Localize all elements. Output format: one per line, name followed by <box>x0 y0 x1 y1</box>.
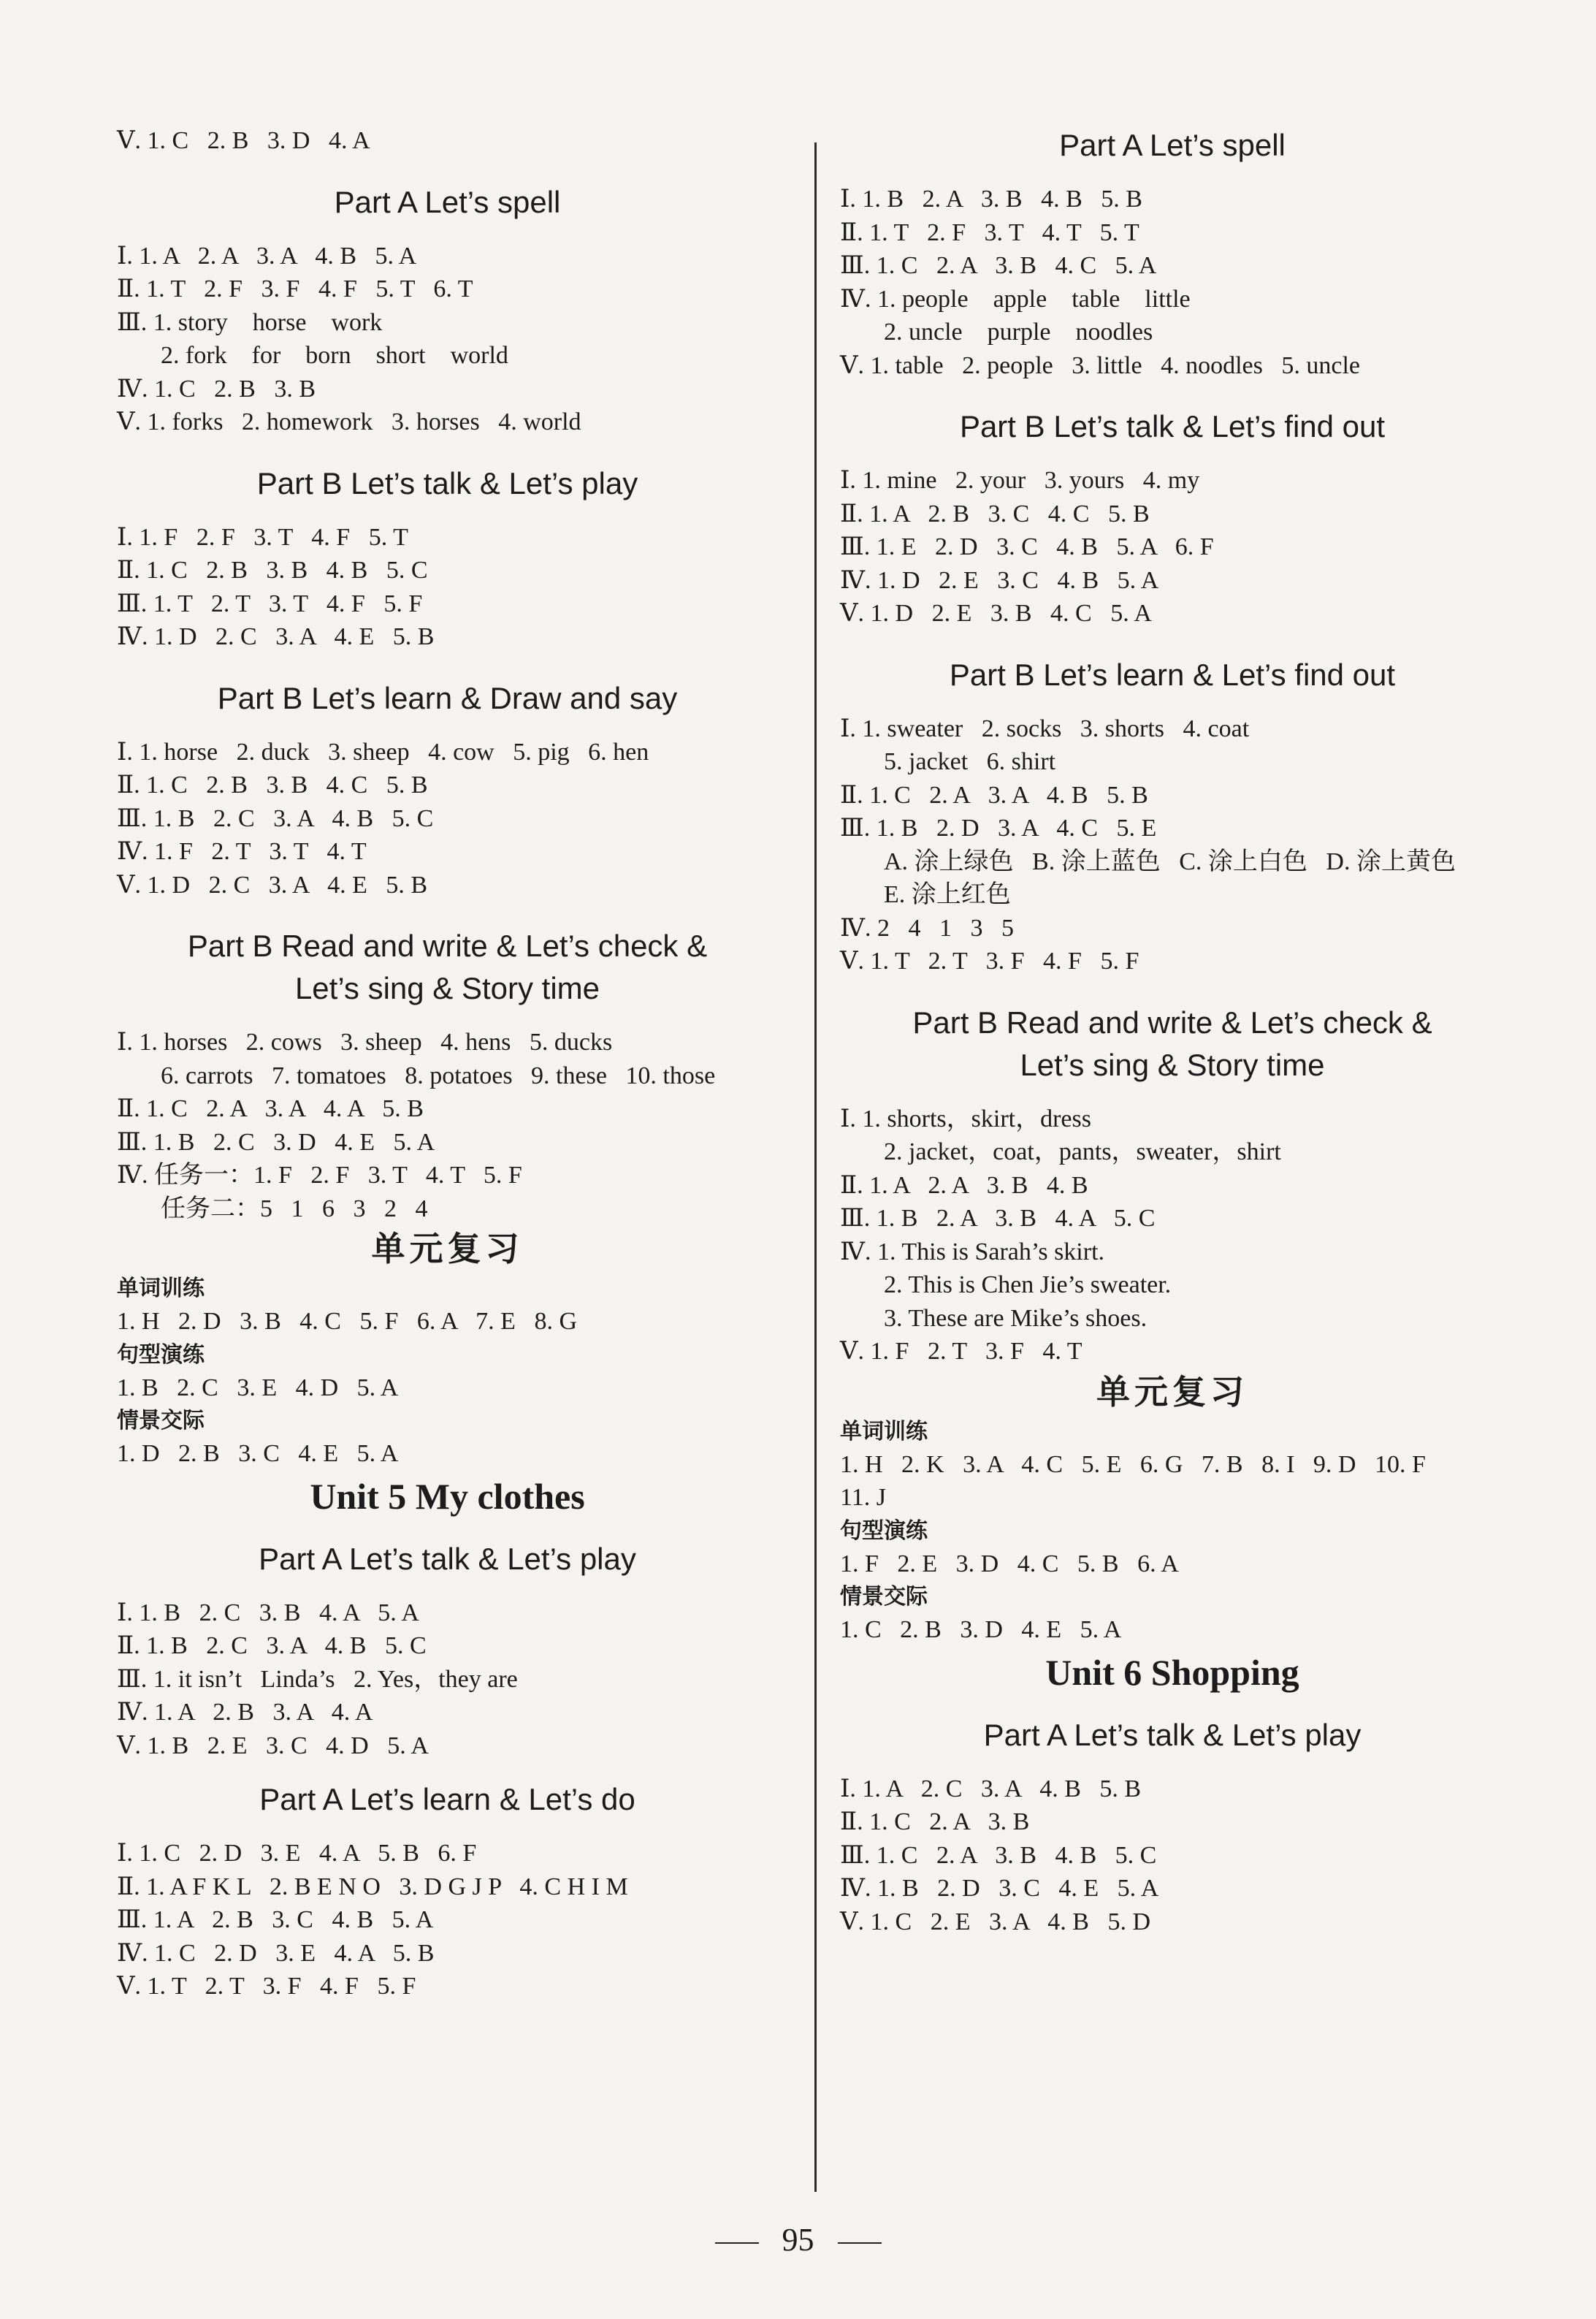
spacer <box>840 631 1505 654</box>
answer-line: 2. uncle purple noodles <box>884 319 1153 346</box>
answer-line: Ⅴ. 1. F 2. T 3. F 4. T <box>840 1338 1083 1365</box>
answer-line: 任务二：5 1 6 3 2 4 <box>161 1195 428 1222</box>
answer-line: Ⅲ. 1. B 2. C 3. A 4. B 5. C <box>117 804 434 832</box>
unit-title: Unit 5 My clothes <box>310 1475 585 1517</box>
answer-line: Ⅲ. 1. C 2. A 3. B 4. C 5. A <box>840 252 1157 279</box>
answer-line: Ⅱ. 1. A 2. A 3. B 4. B <box>840 1171 1088 1199</box>
answer-line: Ⅴ. 1. table 2. people 3. little 4. noodles 5. uncle <box>840 351 1360 379</box>
answer-line: Ⅳ. 1. D 2. E 3. C 4. B 5. A <box>840 566 1159 594</box>
answer-line: Ⅰ. 1. horse 2. duck 3. sheep 4. cow 5. pig 6. hen <box>117 738 649 766</box>
answer-line: 2. fork for born short world <box>161 342 508 369</box>
spacer <box>117 1762 778 1778</box>
answer-line: Ⅳ. 1. D 2. C 3. A 4. E 5. B <box>117 623 435 650</box>
review-subsection-label: 情景交际 <box>840 1584 928 1610</box>
answer-line: 6. carrots 7. tomatoes 8. potatoes 9. these 10. those <box>161 1062 716 1089</box>
left-column <box>117 124 778 2003</box>
spacer <box>840 448 1505 464</box>
spacer <box>117 505 778 521</box>
answer-line: Ⅴ. 1. T 2. T 3. F 4. F 5. F <box>117 1973 416 2000</box>
answer-line: Ⅱ. 1. T 2. F 3. T 4. T 5. T <box>840 218 1139 246</box>
footer-dash-right <box>838 2242 882 2244</box>
spacer <box>117 1522 778 1538</box>
answer-line: Ⅲ. 1. A 2. B 3. C 4. B 5. A <box>117 1906 434 1933</box>
spacer <box>840 382 1505 405</box>
spacer <box>840 978 1505 1002</box>
answer-line: Ⅲ. 1. T 2. T 3. T 4. F 5. F <box>117 590 423 617</box>
answer-line: 11. J <box>840 1484 886 1511</box>
answer-line: Ⅲ. 1. story horse work <box>117 308 383 336</box>
answer-line: Ⅳ. 1. F 2. T 3. T 4. T <box>117 838 367 865</box>
answer-line: Ⅳ. 1. people apple table little <box>840 285 1191 313</box>
answer-line: Ⅱ. 1. C 2. A 3. A 4. B 5. B <box>840 781 1148 809</box>
answer-line: Ⅳ. 1. C 2. D 3. E 4. A 5. B <box>117 1939 435 1967</box>
section-heading: Part B Let’s learn & Let’s find out <box>949 657 1396 692</box>
answer-line: A. 涂上绿色 B. 涂上蓝色 C. 涂上白色 D. 涂上黄色 <box>884 848 1456 875</box>
spacer <box>840 1756 1505 1772</box>
answer-line: Ⅴ. 1. C 2. B 3. D 4. A <box>117 127 370 154</box>
spacer <box>840 167 1505 183</box>
column-divider <box>814 142 817 2192</box>
answer-line: Ⅰ. 1. B 2. C 3. B 4. A 5. A <box>117 1599 419 1626</box>
answer-line: Ⅴ. 1. D 2. E 3. B 4. C 5. A <box>840 600 1152 627</box>
answer-line: 2. jacket，coat，pants，sweater，shirt <box>884 1138 1281 1165</box>
section-heading: Let’s sing & Story time <box>1020 1047 1325 1082</box>
answer-line: Ⅱ. 1. C 2. B 3. B 4. B 5. C <box>117 557 428 584</box>
unit-title: Unit 6 Shopping <box>1045 1651 1299 1693</box>
answer-line: 1. H 2. K 3. A 4. C 5. E 6. G 7. B 8. I 9. D 10. F <box>840 1450 1426 1478</box>
answer-line: Ⅳ. 1. B 2. D 3. C 4. E 5. A <box>840 1875 1159 1902</box>
section-heading: Part B Let’s talk & Let’s play <box>256 465 638 500</box>
answer-line: 3. These are Mike’s shoes. <box>884 1304 1148 1332</box>
answer-line: Ⅰ. 1. horses 2. cows 3. sheep 4. hens 5. ducks <box>117 1029 613 1056</box>
answer-line: Ⅱ. 1. T 2. F 3. F 4. F 5. T 6. T <box>117 275 473 302</box>
section-heading: Part B Read and write & Let’s check & <box>912 1005 1432 1040</box>
page-number: 95 <box>782 2222 814 2258</box>
review-subsection-label: 句型演练 <box>117 1341 205 1368</box>
spacer <box>117 1580 778 1596</box>
answer-line: 1. D 2. B 3. C 4. E 5. A <box>117 1440 399 1467</box>
review-subsection-label: 单词训练 <box>117 1276 205 1301</box>
spacer <box>117 439 778 462</box>
spacer <box>117 158 778 181</box>
answer-line: Ⅲ. 1. E 2. D 3. C 4. B 5. A 6. F <box>840 533 1214 560</box>
answer-line: Ⅰ. 1. sweater 2. socks 3. shorts 4. coat <box>840 715 1250 742</box>
footer-dash-left <box>715 2242 759 2244</box>
answer-line: Ⅴ. 1. T 2. T 3. F 4. F 5. F <box>840 948 1139 975</box>
answer-line: Ⅳ. 2 4 1 3 5 <box>840 914 1014 942</box>
answer-line: Ⅱ. 1. C 2. A 3. A 4. A 5. B <box>117 1095 424 1122</box>
review-subsection-label: 情景交际 <box>117 1408 205 1433</box>
answer-line: Ⅴ. 1. D 2. C 3. A 4. E 5. B <box>117 871 428 899</box>
section-heading: Part B Read and write & Let’s check & <box>187 929 708 963</box>
section-heading: Part A Let’s spell <box>334 184 561 219</box>
answer-line: Ⅲ. 1. B 2. D 3. A 4. C 5. E <box>840 815 1157 842</box>
answer-line: Ⅴ. 1. C 2. E 3. A 4. B 5. D <box>840 1908 1151 1935</box>
answer-line: Ⅳ. 1. A 2. B 3. A 4. A <box>117 1699 373 1726</box>
answer-line: Ⅲ. 1. it isn’t Linda’s 2. Yes，they are <box>117 1665 518 1693</box>
section-heading: Part A Let’s spell <box>1059 128 1286 162</box>
spacer <box>117 902 778 925</box>
spacer <box>117 1010 778 1026</box>
section-heading: Let’s sing & Story time <box>294 971 600 1005</box>
answer-line: Ⅰ. 1. A 2. C 3. A 4. B 5. B <box>840 1775 1142 1802</box>
answer-line: 1. H 2. D 3. B 4. C 5. F 6. A 7. E 8. G <box>117 1308 577 1335</box>
answer-line: Ⅰ. 1. C 2. D 3. E 4. A 5. B 6. F <box>117 1840 477 1867</box>
answer-line: Ⅱ. 1. B 2. C 3. A 4. B 5. C <box>117 1632 427 1659</box>
section-heading: Part B Let’s learn & Draw and say <box>217 680 678 715</box>
answer-line: Ⅰ. 1. shorts，skirt，dress <box>840 1105 1091 1132</box>
answer-line: Ⅰ. 1. A 2. A 3. A 4. B 5. A <box>117 242 417 270</box>
review-subsection-label: 句型演练 <box>840 1518 928 1544</box>
spacer <box>840 1086 1505 1103</box>
answer-line: 1. F 2. E 3. D 4. C 5. B 6. A <box>840 1550 1179 1577</box>
answer-line: Ⅴ. 1. B 2. E 3. C 4. D 5. A <box>117 1732 429 1759</box>
answer-line: Ⅳ. 1. C 2. B 3. B <box>117 375 316 403</box>
answer-line: Ⅲ. 1. C 2. A 3. B 4. B 5. C <box>840 1841 1157 1869</box>
answer-line: Ⅱ. 1. A 2. B 3. C 4. C 5. B <box>840 500 1150 528</box>
answer-line: Ⅲ. 1. B 2. C 3. D 4. E 5. A <box>117 1128 435 1156</box>
answer-line: Ⅴ. 1. forks 2. homework 3. horses 4. world <box>117 408 581 435</box>
answer-line: Ⅳ. 1. This is Sarah’s skirt. <box>840 1238 1105 1265</box>
spacer <box>117 654 778 677</box>
section-heading: Part A Let’s talk & Let’s play <box>259 1541 636 1576</box>
answer-line: Ⅱ. 1. C 2. B 3. B 4. C 5. B <box>117 772 428 799</box>
answer-line: Ⅳ. 任务一：1. F 2. F 3. T 4. T 5. F <box>117 1162 522 1189</box>
right-column <box>840 124 1505 1938</box>
spacer <box>117 224 778 240</box>
unit-review-heading: 单元复习 <box>371 1229 524 1268</box>
answer-line: E. 涂上红色 <box>884 881 1011 908</box>
review-subsection-label: 单词训练 <box>840 1418 928 1444</box>
answer-line: 5. jacket 6. shirt <box>884 748 1056 775</box>
spacer <box>840 696 1505 712</box>
answer-line: Ⅰ. 1. mine 2. your 3. yours 4. my <box>840 467 1200 494</box>
answer-line: Ⅱ. 1. A F K L 2. B E N O 3. D G J P 4. C H I M <box>117 1873 628 1900</box>
answer-line: 2. This is Chen Jie’s sweater. <box>884 1271 1172 1298</box>
section-heading: Part A Let’s learn & Let’s do <box>259 1782 635 1816</box>
unit-review-heading: 单元复习 <box>1096 1371 1248 1412</box>
spacer <box>117 1821 778 1837</box>
answer-line: 1. B 2. C 3. E 4. D 5. A <box>117 1374 399 1401</box>
answer-line: Ⅲ. 1. B 2. A 3. B 4. A 5. C <box>840 1205 1156 1232</box>
page-footer <box>0 2221 1596 2258</box>
answer-line: Ⅰ. 1. B 2. A 3. B 4. B 5. B <box>840 186 1142 213</box>
section-heading: Part B Let’s talk & Let’s find out <box>959 409 1386 443</box>
section-heading: Part A Let’s talk & Let’s play <box>983 1717 1362 1752</box>
answer-line: Ⅱ. 1. C 2. A 3. B <box>840 1808 1030 1835</box>
answer-line: Ⅰ. 1. F 2. F 3. T 4. F 5. T <box>117 523 408 551</box>
answer-line: 1. C 2. B 3. D 4. E 5. A <box>840 1616 1122 1643</box>
spacer <box>117 720 778 736</box>
spacer <box>840 1698 1505 1714</box>
